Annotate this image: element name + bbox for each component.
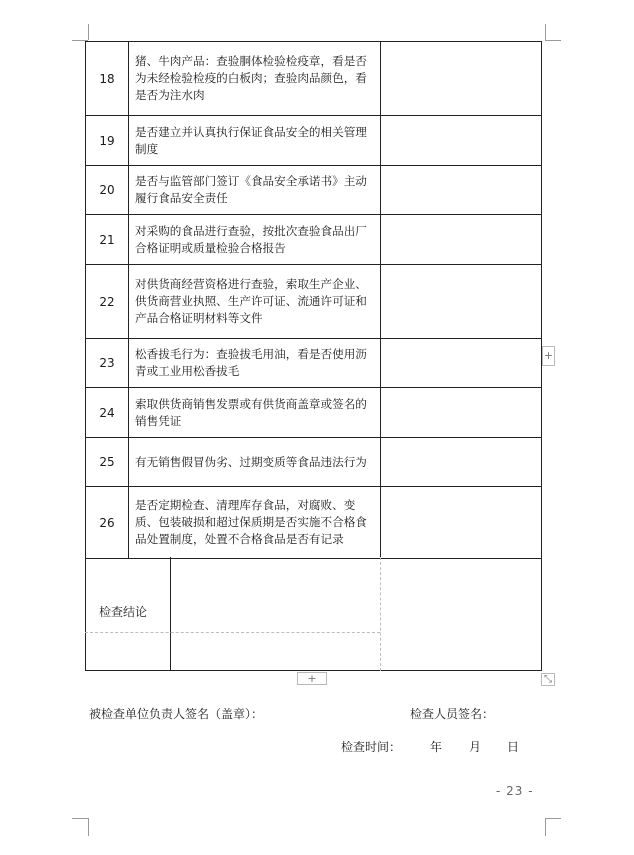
- result-cell[interactable]: [381, 388, 542, 438]
- table-row: [86, 166, 542, 215]
- day-label: 日: [507, 740, 520, 754]
- row-content: 对采购的食品进行查验，按批次查验食品出厂合格证明或质量检验合格报告: [129, 215, 381, 265]
- crop-mark: [545, 40, 561, 41]
- crop-mark: [545, 818, 561, 819]
- result-cell[interactable]: [381, 166, 542, 215]
- crop-mark: [88, 24, 89, 40]
- row-number: 20: [86, 166, 129, 215]
- result-cell[interactable]: [381, 487, 542, 559]
- row-content: 对供货商经营资格进行查验，索取生产企业、供货商营业执照、生产许可证、流通许可证和产品合格证明材料等文件: [129, 265, 381, 339]
- row-number: 23: [86, 339, 129, 388]
- crop-mark: [88, 818, 89, 836]
- unit-sign-label: 被检查单位负责人签名（盖章）：: [89, 707, 264, 721]
- page-number: - 23 -: [496, 784, 534, 798]
- inspection-time-label: 检查时间：: [341, 740, 402, 754]
- conclusion-section: [85, 557, 541, 671]
- dashed-gridline: [85, 632, 380, 633]
- table-row: [86, 265, 542, 339]
- row-content: 猪、牛肉产品：查验胴体检验检疫章，看是否为未经检验检疫的白板肉；查验肉品颜色，看是否为注水肉: [129, 42, 381, 116]
- row-content: 是否与监管部门签订《食品安全承诺书》主动履行食品安全责任: [129, 166, 381, 215]
- inspection-table: [85, 41, 542, 559]
- row-number: 19: [86, 116, 129, 166]
- row-number: 26: [86, 487, 129, 559]
- row-content: 松香拔毛行为：查验拔毛用油，看是否使用沥青或工业用松香拔毛: [129, 339, 381, 388]
- table-resize-handle[interactable]: ⤡: [541, 673, 555, 686]
- row-number: 22: [86, 265, 129, 339]
- crop-mark: [72, 818, 88, 819]
- conclusion-label: 检查结论: [99, 605, 148, 619]
- table-row: [86, 42, 542, 116]
- table-row: [86, 339, 542, 388]
- row-number: 18: [86, 42, 129, 116]
- add-row-button[interactable]: +: [297, 672, 327, 685]
- crop-mark: [545, 818, 546, 836]
- row-content: 索取供货商销售发票或有供货商盖章或签名的销售凭证: [129, 388, 381, 438]
- table-row: [86, 438, 542, 487]
- add-column-button[interactable]: +: [542, 346, 555, 366]
- table-row: [86, 215, 542, 265]
- row-number: 25: [86, 438, 129, 487]
- conclusion-input[interactable]: [171, 557, 379, 632]
- year-label: 年: [430, 740, 443, 754]
- row-number: 21: [86, 215, 129, 265]
- dashed-gridline: [380, 557, 381, 671]
- row-content: 是否建立并认真执行保证食品安全的相关管理制度: [129, 116, 381, 166]
- row-content: 有无销售假冒伪劣、过期变质等食品违法行为: [129, 438, 381, 487]
- result-cell[interactable]: [381, 339, 542, 388]
- result-cell[interactable]: [381, 265, 542, 339]
- row-number: 24: [86, 388, 129, 438]
- result-cell[interactable]: [381, 438, 542, 487]
- result-cell[interactable]: [381, 42, 542, 116]
- table-row: [86, 487, 542, 559]
- result-cell[interactable]: [381, 116, 542, 166]
- crop-mark: [545, 24, 546, 40]
- table-row: [86, 388, 542, 438]
- result-cell[interactable]: [381, 215, 542, 265]
- inspector-sign-label: 检查人员签名：: [410, 707, 495, 721]
- month-label: 月: [469, 740, 482, 754]
- table-row: [86, 116, 542, 166]
- row-content: 是否定期检查、清理库存食品，对腐败、变质、包装破损和超过保质期是否实施不合格食品处置制度，处置不合格食品是否有记录: [129, 487, 381, 559]
